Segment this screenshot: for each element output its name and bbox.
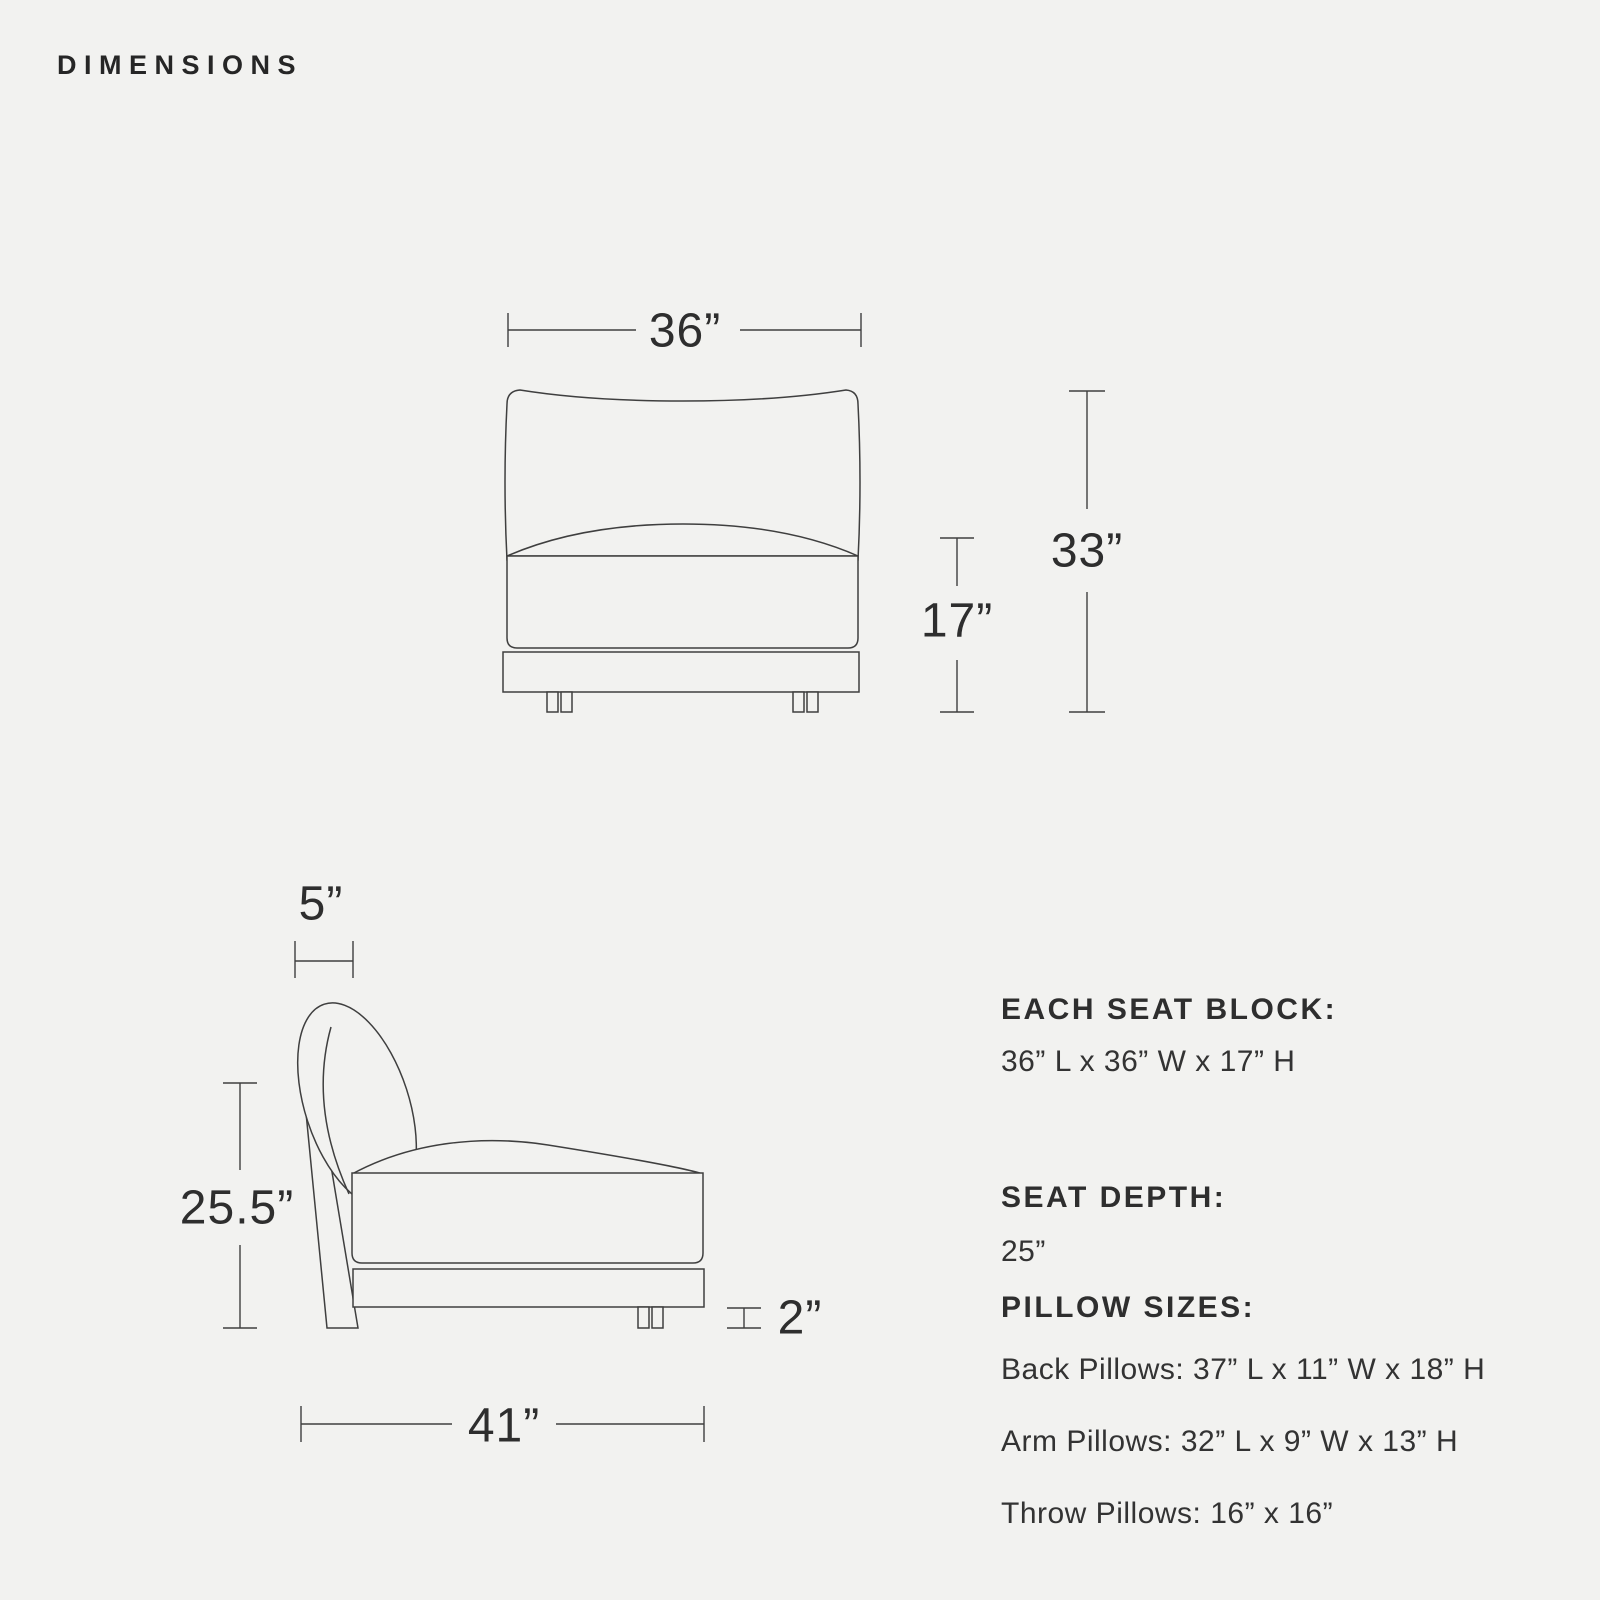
side-seat-base: [352, 1173, 703, 1263]
front-left-leg-b: [561, 692, 572, 712]
spec-line: Throw Pillows: 16” x 16”: [1001, 1497, 1334, 1530]
spec-heading: SEAT DEPTH:: [1001, 1181, 1227, 1214]
side-leg-height-dimension-label: 2”: [777, 1291, 823, 1345]
front-right-leg-a: [793, 692, 804, 712]
spec-group-pillow-sizes: [1001, 1293, 1561, 1529]
side-back-thickness-dimension-label: 5”: [298, 877, 344, 931]
spec-line: 25”: [1001, 1235, 1046, 1268]
spec-line: 36” L x 36” W x 17” H: [1001, 1045, 1296, 1078]
side-leg-height-dimension-line: [727, 1308, 761, 1328]
front-seat-height-dimension-label: 17”: [920, 594, 994, 648]
page-title: DIMENSIONS: [57, 50, 304, 80]
spec-list: [1001, 995, 1561, 1529]
front-right-leg-b: [807, 692, 818, 712]
front-left-leg-a: [547, 692, 558, 712]
spec-heading: EACH SEAT BLOCK:: [1001, 993, 1338, 1026]
side-depth-dimension-label: 41”: [467, 1399, 541, 1453]
front-seat-base: [507, 556, 858, 648]
spec-line: Back Pillows: 37” L x 11” W x 18” H: [1001, 1353, 1486, 1386]
side-back-thickness-dimension-line: [295, 941, 353, 978]
side-leg-a: [638, 1307, 649, 1328]
side-back-height-dimension-label: 25.5”: [179, 1181, 295, 1235]
spec-group-seat-depth: [1001, 1183, 1561, 1267]
front-overall-height-dimension-label: 33”: [1050, 524, 1124, 578]
spec-line: Arm Pillows: 32” L x 9” W x 13” H: [1001, 1425, 1459, 1458]
front-plinth: [503, 652, 859, 692]
spec-group-seat-block: [1001, 995, 1561, 1077]
front-width-dimension-label: 36”: [648, 304, 722, 358]
front-view-drawing: [503, 390, 860, 712]
side-plinth: [353, 1269, 704, 1307]
side-view-drawing: [275, 988, 704, 1328]
side-leg-b: [652, 1307, 663, 1328]
spec-heading: PILLOW SIZES:: [1001, 1291, 1256, 1324]
